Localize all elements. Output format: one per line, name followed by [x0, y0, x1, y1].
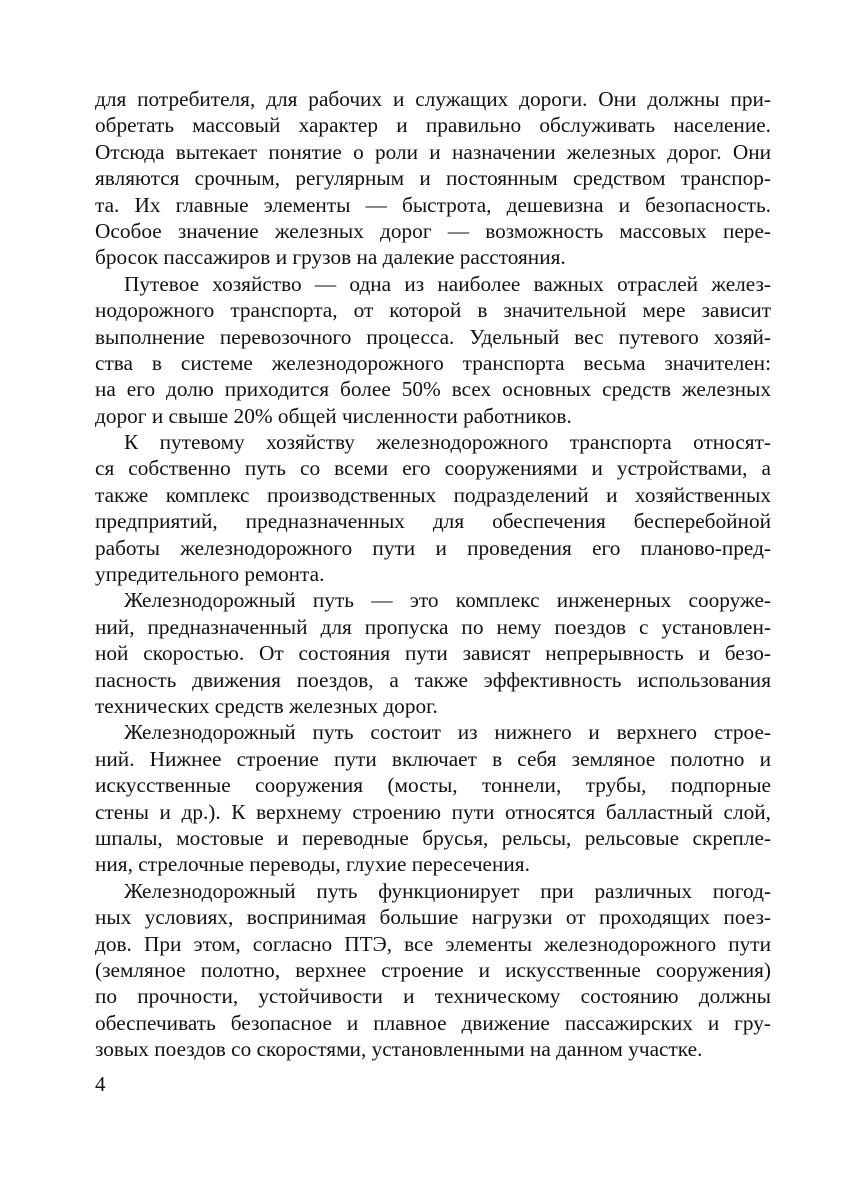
page-number: 4 — [95, 1072, 106, 1096]
paragraph — [95, 429, 771, 587]
text-line: дов. При этом, согласно ПТЭ, все элементы железнодорожного пути — [95, 931, 771, 956]
text-line: работы железнодорожного пути и проведения его планово-пред- — [95, 535, 771, 560]
text-line: искусственные сооружения (мосты, тоннели, трубы, подпорные — [95, 773, 771, 798]
text-line: Железнодорожный путь — это комплекс инженерных сооруже- — [124, 588, 771, 613]
text-line: также комплекс производственных подразделений и хозяйственных — [95, 482, 771, 507]
text-line: (земляное полотно, верхнее строение и искусственные сооружения) — [95, 957, 771, 982]
text-line: Железнодорожный путь функционирует при различных погод- — [124, 878, 771, 903]
text-line: бросок пассажиров и грузов на далекие расстояния. — [95, 245, 566, 270]
text-line: Особое значение железных дорог — возможность массовых пере- — [95, 218, 771, 243]
text-line: К путевому хозяйству железнодорожного транспорта относят- — [124, 430, 771, 455]
text-line: ся собственно путь со всеми его сооружениями и устройствами, а — [95, 456, 771, 481]
text-line: пасность движения поездов, а также эффективность использования — [95, 667, 771, 692]
text-line: обеспечивать безопасное и плавное движение пассажирских и гру- — [95, 1010, 771, 1035]
text-line: шпалы, мостовые и переводные брусья, рельсы, рельсовые скрепле- — [95, 825, 771, 850]
text-line: для потребителя, для рабочих и служащих дороги. Они должны при- — [95, 87, 771, 111]
text-line: по прочности, устойчивости и техническому состоянию должны — [95, 984, 771, 1009]
text-line: упредительного ремонта. — [95, 562, 325, 587]
paragraph — [95, 719, 771, 877]
text-line: выполнение перевозочного процесса. Удельный вес путевого хозяй- — [95, 324, 771, 349]
text-line: на его долю приходится более 50% всех основных средств железных — [95, 377, 771, 402]
text-line: Отсюда вытекает понятие о роли и назначении железных дорог. Они — [95, 139, 771, 164]
paragraph — [95, 86, 771, 271]
text-line: являются срочным, регулярным и постоянным средством транспор- — [95, 166, 771, 191]
text-line: ния, стрелочные переводы, глухие пересечения. — [95, 852, 530, 877]
text-line: стены и др.). К верхнему строению пути относятся балластный слой, — [95, 799, 771, 824]
text-line: та. Их главные элементы — быстрота, дешевизна и безопасность. — [95, 192, 771, 217]
text-line: Железнодорожный путь состоит из нижнего и верхнего строе- — [124, 720, 771, 745]
paragraph — [95, 587, 771, 719]
text-line: нодорожного транспорта, от которой в значительной мере зависит — [95, 298, 771, 323]
text-line: технических средств железных дорог. — [95, 693, 438, 718]
paragraph — [95, 271, 771, 429]
text-line: ной скоростью. От состояния пути зависят непрерывность и безо- — [95, 641, 771, 666]
text-line: зовых поездов со скоростями, установленными на данном участке. — [95, 1037, 703, 1062]
text-line: ных условиях, воспринимая большие нагрузки от проходящих поез- — [95, 905, 771, 930]
text-line: обретать массовый характер и правильно обслуживать население. — [95, 113, 771, 138]
text-line: Путевое хозяйство — одна из наиболее важных отраслей желез- — [124, 271, 771, 296]
paragraph — [95, 878, 771, 1063]
text-line: ний, предназначенный для пропуска по нему поездов с установлен- — [95, 614, 771, 639]
text-line: дорог и свыше 20% общей численности работников. — [95, 403, 572, 428]
page-body-text — [95, 86, 771, 1062]
text-line: ства в системе железнодорожного транспорта весьма значителен: — [95, 350, 771, 375]
text-line: ний. Нижнее строение пути включает в себя земляное полотно и — [95, 746, 771, 771]
text-line: предприятий, предназначенных для обеспечения бесперебойной — [95, 509, 771, 534]
